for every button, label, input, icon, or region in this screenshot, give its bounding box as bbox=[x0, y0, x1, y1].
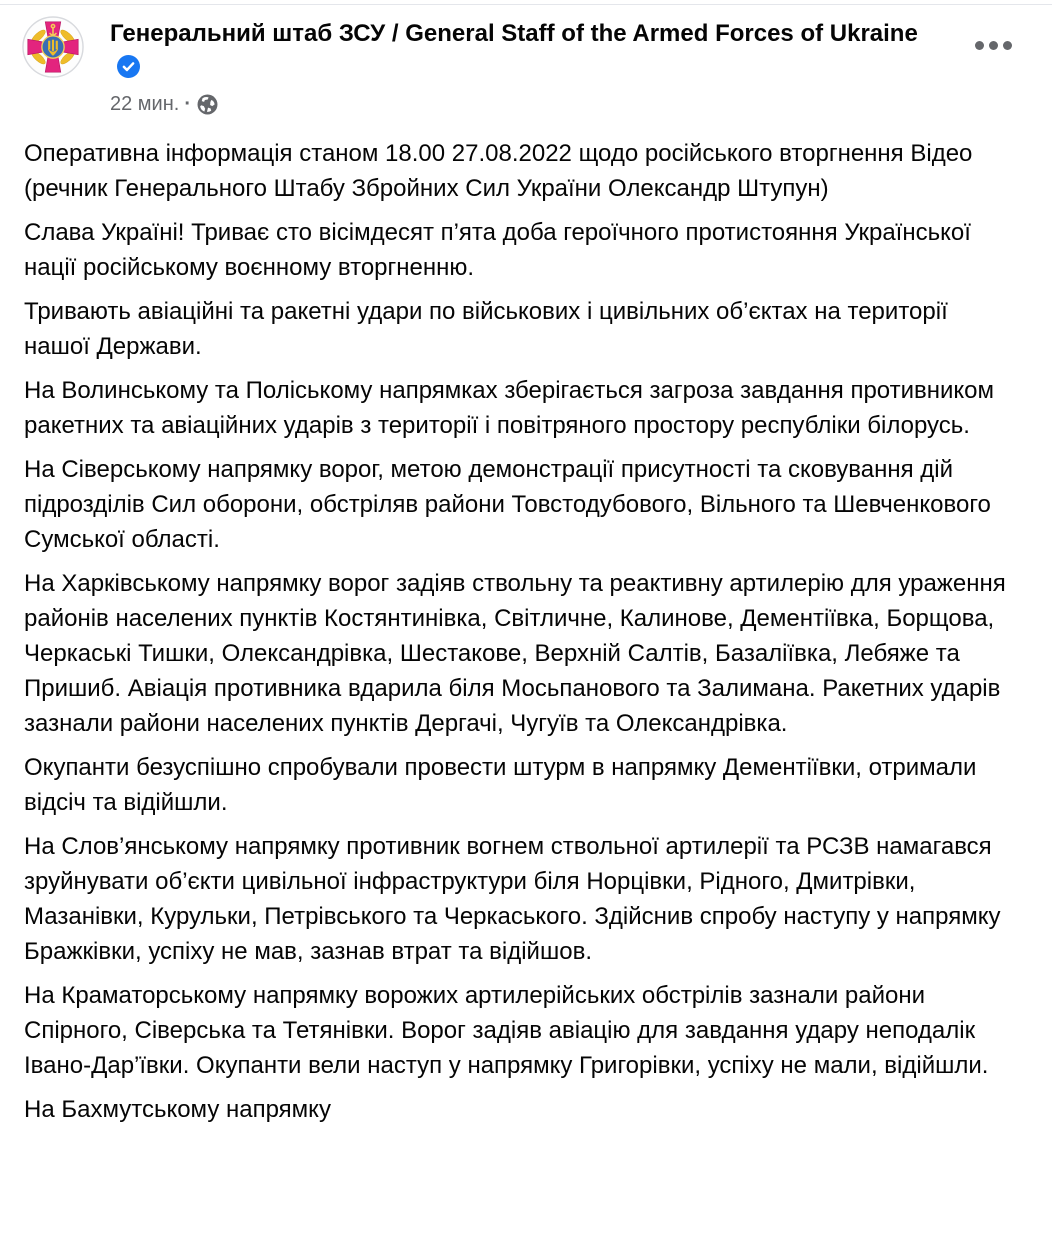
meta-separator: · bbox=[184, 93, 191, 115]
post-paragraph: На Сіверському напрямку ворог, метою демонстрації присутності та сковування дій підрозділів Сил оборони, обстріляв райони Товстодубового, Вільного та Шевченкового Сумської області. bbox=[24, 456, 991, 553]
verified-badge-icon bbox=[117, 54, 140, 77]
post-paragraph: На Волинському та Поліському напрямках зберігається загроза завдання противником ракетних та авіаційних ударів з території і повітряного простору республіки білорусь. bbox=[24, 377, 995, 439]
page-title[interactable] bbox=[110, 17, 945, 85]
post-paragraph: Слава Україні! Триває сто вісімдесят п’ята доба героїчного протистояння Української нації російському воєнному вторгненню. bbox=[24, 219, 971, 281]
post-paragraph: Тривають авіаційні та ракетні удари по військових і цивільних об’єктах на території нашої Держави. bbox=[24, 298, 948, 360]
public-globe-icon bbox=[197, 94, 218, 115]
post-paragraph: Окупанти безуспішно спробували провести штурм в напрямку Дементіївки, отримали відсіч та відійшли. bbox=[24, 754, 977, 816]
post-paragraph-clipped: На Бахмутському напрямку bbox=[24, 1096, 331, 1123]
page-avatar[interactable] bbox=[22, 16, 84, 78]
header-text bbox=[110, 16, 945, 116]
page-name[interactable]: Генеральний штаб ЗСУ / General Staff of the Armed Forces of Ukraine bbox=[110, 20, 918, 47]
post-paragraph: Оперативна інформація станом 18.00 27.08.2022 щодо російського вторгнення Відео (речник Генерального Штабу Збройних Сил України Олександр Штупун) bbox=[24, 140, 973, 202]
post-body bbox=[0, 116, 1052, 1127]
more-options-button[interactable] bbox=[972, 30, 1014, 60]
timestamp[interactable]: 22 мин. bbox=[110, 93, 180, 115]
post-paragraph: На Харківському напрямку ворог задіяв ствольну та реактивну артилерію для ураження районів населених пунктів Костянтинівка, Світличне, Калинове, Дементіївка, Борщова, Черкаські Тишки, Олександрівка, Шестакове, Верхній Салтів, Базаліївка, Лебяже та Пришиб. Авіація противника вдарила біля Мосьпанового та Залимана. Ракетних ударів зазнали райони населених пунктів Дергачі, Чугуїв та Олександрівка. bbox=[24, 570, 1006, 737]
post-paragraph: На Слов’янському напрямку противник вогнем ствольної артилерії та РСЗВ намагався зруйнувати об’єкти цивільної інфраструктури біля Норцівки, Рідного, Дмитрівки, Мазанівки, Курульки, Петрівського та Черкаського. Здійснив спробу наступу у напрямку Бражківки, успіху не мав, зазнав втрат та відійшов. bbox=[24, 833, 1001, 965]
general-staff-emblem-icon bbox=[22, 16, 84, 78]
post-meta bbox=[110, 92, 945, 116]
post-paragraph: На Краматорському напрямку ворожих артилерійських обстрілів зазнали райони Спірного, Сіверська та Тетянівки. Ворог задіяв авіацію для завдання удару неподалік Івано-Дар’ївки. Окупанти вели наступ у напрямку Григорівки, успіху не мали, відійшли. bbox=[24, 982, 989, 1079]
post-header bbox=[0, 0, 1052, 116]
ellipsis-icon bbox=[975, 41, 984, 50]
